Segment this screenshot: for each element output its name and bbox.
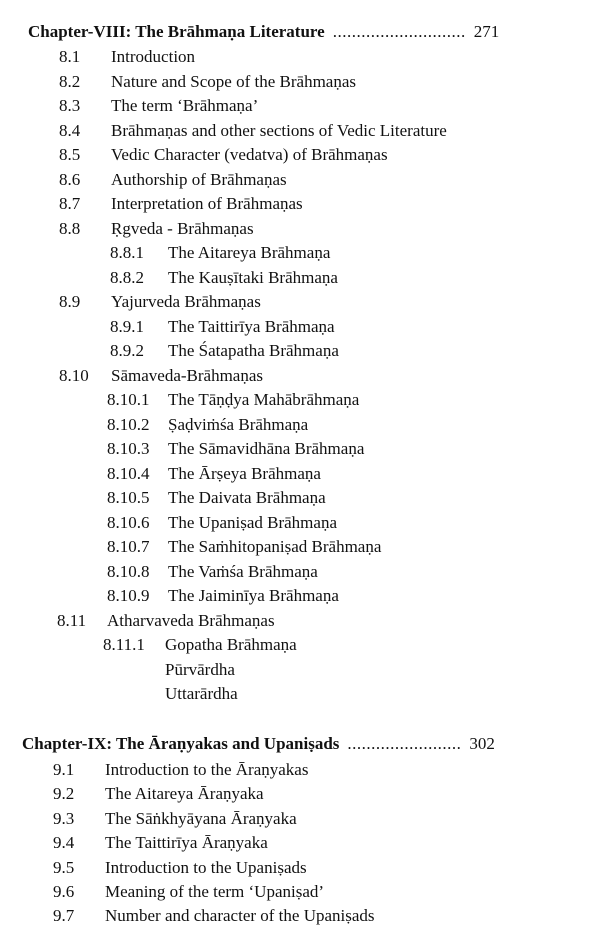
entry-number: 8.8 <box>59 219 81 238</box>
entry-number: 8.2 <box>59 72 81 91</box>
entry-text: Pūrvārdha <box>165 660 235 679</box>
entry-text: Sāmaveda-Brāhmaṇas <box>111 366 263 385</box>
entry-text: The Taittirīya Brāhmaṇa <box>168 317 335 336</box>
entry-number: 8.10 <box>59 366 89 385</box>
entry-number: 8.8.2 <box>110 268 144 287</box>
entry-text: Vedic Character (vedatva) of Brāhmaṇas <box>111 145 388 164</box>
entry-number: 8.3 <box>59 96 81 115</box>
entry-number: 9.6 <box>53 882 75 901</box>
entry-text: Ṛgveda - Brāhmaṇas <box>111 219 254 238</box>
entry-text: The Vaṁśa Brāhmaṇa <box>168 562 318 581</box>
entry-number: 8.8.1 <box>110 243 144 262</box>
entry-number: 9.3 <box>53 809 75 828</box>
entry-text: The Upaniṣad Brāhmaṇa <box>168 513 337 532</box>
entry-text: Number and character of the Upaniṣads <box>105 906 375 925</box>
entry-number: 8.6 <box>59 170 81 189</box>
entry-number: 8.11 <box>57 611 87 630</box>
entry-text: Nature and Scope of the Brāhmaṇas <box>111 72 356 91</box>
entry-number: 8.10.8 <box>107 562 150 581</box>
chapter-heading <box>28 20 499 44</box>
entry-text: The Tāṇḍya Mahābrāhmaṇa <box>168 390 360 409</box>
entry-text: The Śatapatha Brāhmaṇa <box>168 341 339 360</box>
entry-number: 8.11.1 <box>103 635 145 654</box>
entry-number: 8.7 <box>59 194 81 213</box>
entry-text: Brāhmaṇas and other sections of Vedic Literature <box>111 121 447 140</box>
entry-text: Authorship of Brāhmaṇas <box>111 170 287 189</box>
entry-text: The Kauṣītaki Brāhmaṇa <box>168 268 338 287</box>
entry-text: The Saṁhitopaniṣad Brāhmaṇa <box>168 537 382 556</box>
leader-dots: ............................ <box>332 22 466 41</box>
entry-text: Meaning of the term ‘Upaniṣad’ <box>105 882 325 901</box>
entry-number: 9.7 <box>53 906 75 925</box>
entry-number: 8.10.9 <box>107 586 150 605</box>
entry-number: 8.10.1 <box>107 390 150 409</box>
entry-text: The Taittirīya Āraṇyaka <box>105 833 268 852</box>
entry-number: 9.4 <box>53 833 75 852</box>
entry-text: Yajurveda Brāhmaṇas <box>111 292 261 311</box>
entry-number: 8.10.2 <box>107 415 150 434</box>
chapter-heading <box>22 732 495 756</box>
entry-number: 8.10.7 <box>107 537 150 556</box>
entry-number: 8.10.3 <box>107 439 150 458</box>
entry-text: The term ‘Brāhmaṇa’ <box>111 96 259 115</box>
entry-text: Introduction <box>111 47 196 66</box>
entry-text: Interpretation of Brāhmaṇas <box>111 194 303 213</box>
entry-text: The Aitareya Āraṇyaka <box>105 784 264 803</box>
entry-text: Ṣaḍviṁśa Brāhmaṇa <box>168 415 309 434</box>
leader-dots: ........................ <box>347 734 462 753</box>
entry-number: 9.1 <box>53 760 75 779</box>
entry-text: The Sāṅkhyāyana Āraṇyaka <box>105 809 297 828</box>
entry-number: 8.9.2 <box>110 341 144 360</box>
entry-number: 9.2 <box>53 784 75 803</box>
page-number: 302 <box>469 734 495 753</box>
entry-number: 9.5 <box>53 858 75 877</box>
entry-text: Introduction to the Upaniṣads <box>105 858 307 877</box>
entry-number: 8.10.5 <box>107 488 150 507</box>
entry-text: The Aitareya Brāhmaṇa <box>168 243 331 262</box>
entry-number: 8.5 <box>59 145 81 164</box>
entry-text: Introduction to the Āraṇyakas <box>105 760 309 779</box>
entry-number: 8.10.4 <box>107 464 150 483</box>
entry-text: Uttarārdha <box>165 684 238 703</box>
entry-text: The Jaiminīya Brāhmaṇa <box>168 586 339 605</box>
page-number: 271 <box>473 22 500 41</box>
entry-number: 8.9.1 <box>110 317 144 336</box>
entry-number: 8.4 <box>59 121 81 140</box>
entry-text: Atharvaveda Brāhmaṇas <box>107 611 275 630</box>
entry-number: 8.1 <box>59 47 81 66</box>
entry-text: The Ārṣeya Brāhmaṇa <box>168 464 321 483</box>
entry-number: 8.10.6 <box>107 513 150 532</box>
chapter-title: Chapter-VIII: The Brāhmaṇa Literature <box>28 22 325 41</box>
entry-text: The Sāmavidhāna Brāhmaṇa <box>168 439 365 458</box>
entry-text: Gopatha Brāhmaṇa <box>165 635 297 654</box>
chapter-title: Chapter-IX: The Āraṇyakas and Upaniṣads <box>22 734 340 753</box>
entry-number: 8.9 <box>59 292 81 311</box>
entry-text: The Daivata Brāhmaṇa <box>168 488 326 507</box>
